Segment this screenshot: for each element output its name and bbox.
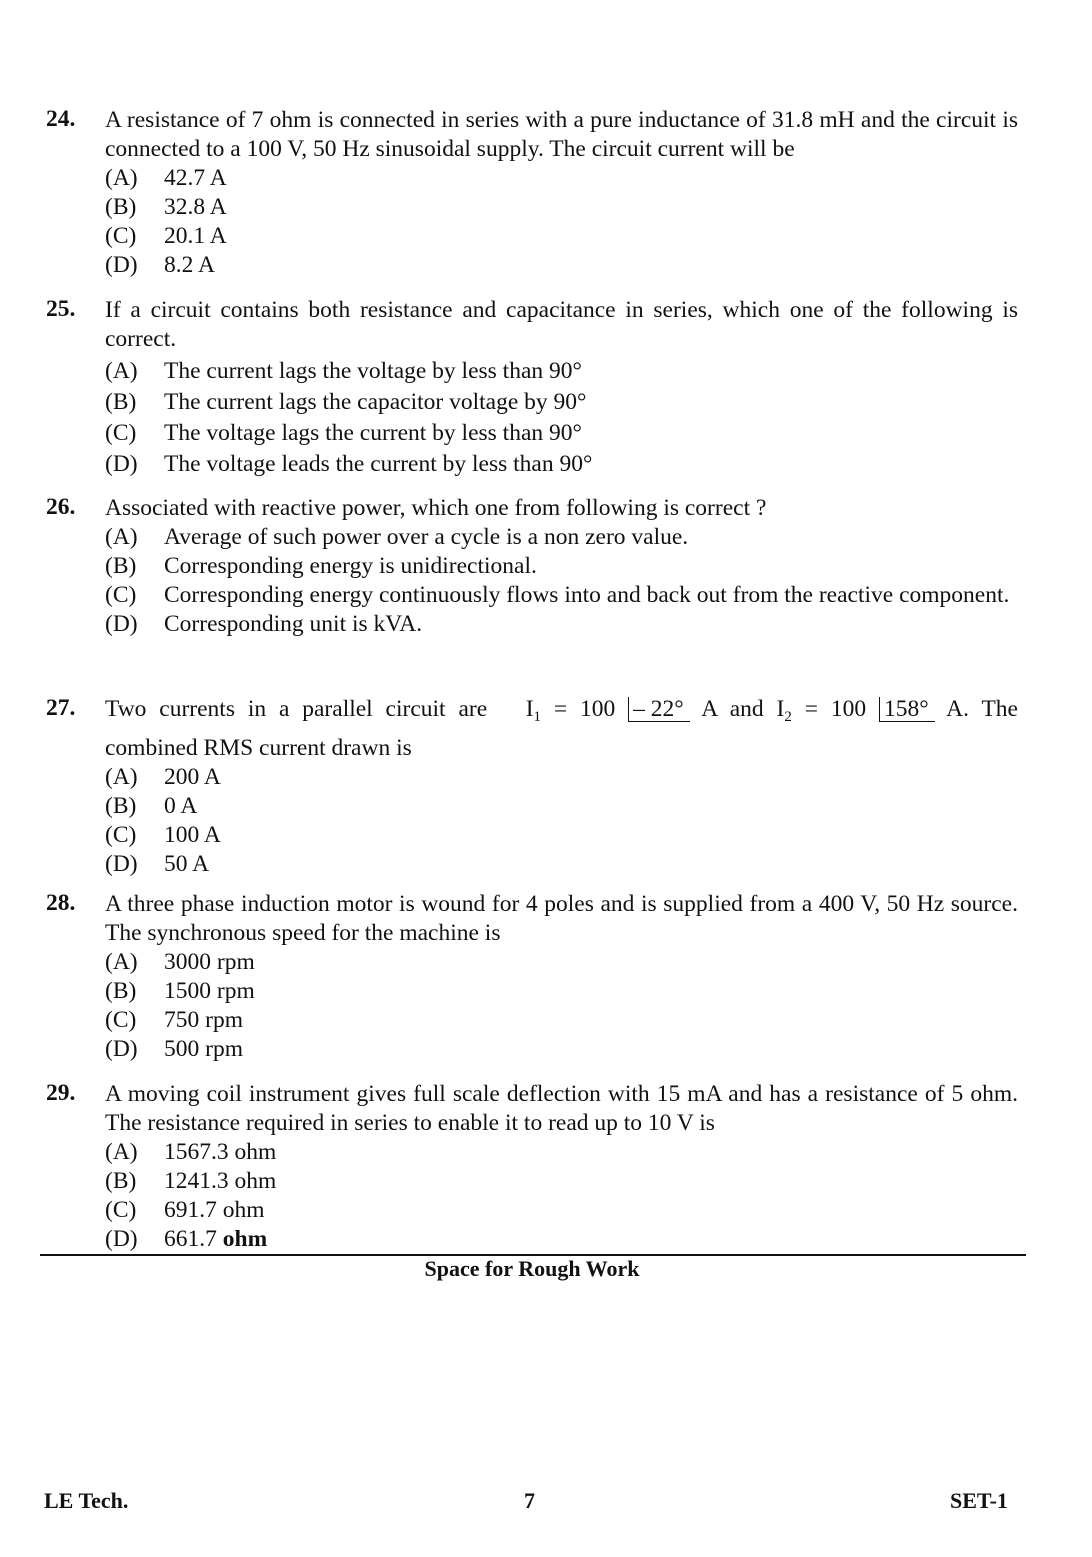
option-a: (A) 42.7 A: [105, 165, 227, 191]
question-number: 24.: [46, 106, 76, 132]
question-24: [46, 106, 1018, 280]
option-d: (D) 661.7 ohm: [105, 1226, 268, 1252]
options-list: [105, 356, 1018, 480]
option-b: (B) 1241.3 ohm: [105, 1168, 277, 1194]
options-list: [105, 763, 1018, 879]
option-c: (C) 750 rpm: [105, 1007, 243, 1033]
option-b: (B) 0 A: [105, 793, 198, 819]
question-text-line2: combined RMS current drawn is: [105, 735, 412, 761]
page-number: 7: [524, 1488, 535, 1513]
question-25: [46, 296, 1018, 480]
option-b: (B) 32.8 A: [105, 194, 227, 220]
question-26: [46, 494, 1018, 639]
footer-right: SET-1: [950, 1488, 1008, 1513]
option-c: (C) 20.1 A: [105, 223, 227, 249]
option-d: (D) The voltage leads the current by less than 90°: [105, 451, 593, 477]
option-c: (C) The voltage lags the current by less than 90°: [105, 420, 582, 446]
option-a: (A) Average of such power over a cycle is a non zero value.: [105, 524, 689, 550]
option-c: (C) Corresponding energy continuously flows into and back out from the reactive component.: [105, 582, 1010, 608]
rough-work-heading: Space for Rough Work: [424, 1256, 640, 1281]
option-a: (A) 1567.3 ohm: [105, 1139, 277, 1165]
footer-left: LE Tech.: [44, 1488, 129, 1513]
question-number: 29.: [46, 1080, 76, 1106]
option-b: (B) 1500 rpm: [105, 978, 255, 1004]
options-list: [105, 1138, 1018, 1254]
options-list: [105, 164, 1018, 280]
question-number: 26.: [46, 494, 76, 520]
angle-symbol: – 22°: [628, 697, 690, 722]
question-27: [46, 692, 1018, 879]
question-number: 27.: [46, 695, 76, 721]
question-text: A resistance of 7 ohm is connected in series with a pure inductance of 31.8 mH and the circuit is connected to a 100 V, 50 Hz sinusoidal supply. The circuit current will be: [105, 107, 1018, 162]
question-text: A moving coil instrument gives full scale deflection with 15 mA and has a resistance of 5 ohm. The resistance required in series to enable it to read up to 10 V is: [105, 1081, 1018, 1136]
question-text-line1: Two currents in a parallel circuit are $I_1 = 100 - 22^\circ$ A and $I_2 = 100$ 158° A. The: [105, 696, 1018, 725]
option-a: (A) 200 A: [105, 764, 221, 790]
options-list: [105, 523, 1018, 639]
option-b: (B) The current lags the capacitor voltage by 90°: [105, 389, 587, 415]
question-number: 25.: [46, 296, 76, 322]
option-a: (A) 3000 rpm: [105, 949, 255, 975]
option-d: (D) 500 rpm: [105, 1036, 243, 1062]
question-text: Associated with reactive power, which one from following is correct ?: [105, 495, 767, 521]
question-number: 28.: [46, 890, 76, 916]
option-d: (D) 8.2 A: [105, 252, 215, 278]
question-28: [46, 890, 1018, 1064]
option-c: (C) 100 A: [105, 822, 221, 848]
option-d: (D) Corresponding unit is kVA.: [105, 611, 423, 637]
option-b: (B) Corresponding energy is unidirectional.: [105, 553, 537, 579]
question-text: A three phase induction motor is wound for 4 poles and is supplied from a 400 V, 50 Hz source. The synchronous speed for the machine is: [105, 891, 1018, 946]
question-text: If a circuit contains both resistance and capacitance in series, which one of the following is correct.: [105, 297, 1018, 352]
option-c: (C) 691.7 ohm: [105, 1197, 265, 1223]
option-a: (A) The current lags the voltage by less than 90°: [105, 358, 582, 384]
question-29: [46, 1080, 1018, 1254]
option-d: (D) 50 A: [105, 851, 210, 877]
angle-symbol: 158°: [879, 697, 935, 722]
options-list: [105, 948, 1018, 1064]
